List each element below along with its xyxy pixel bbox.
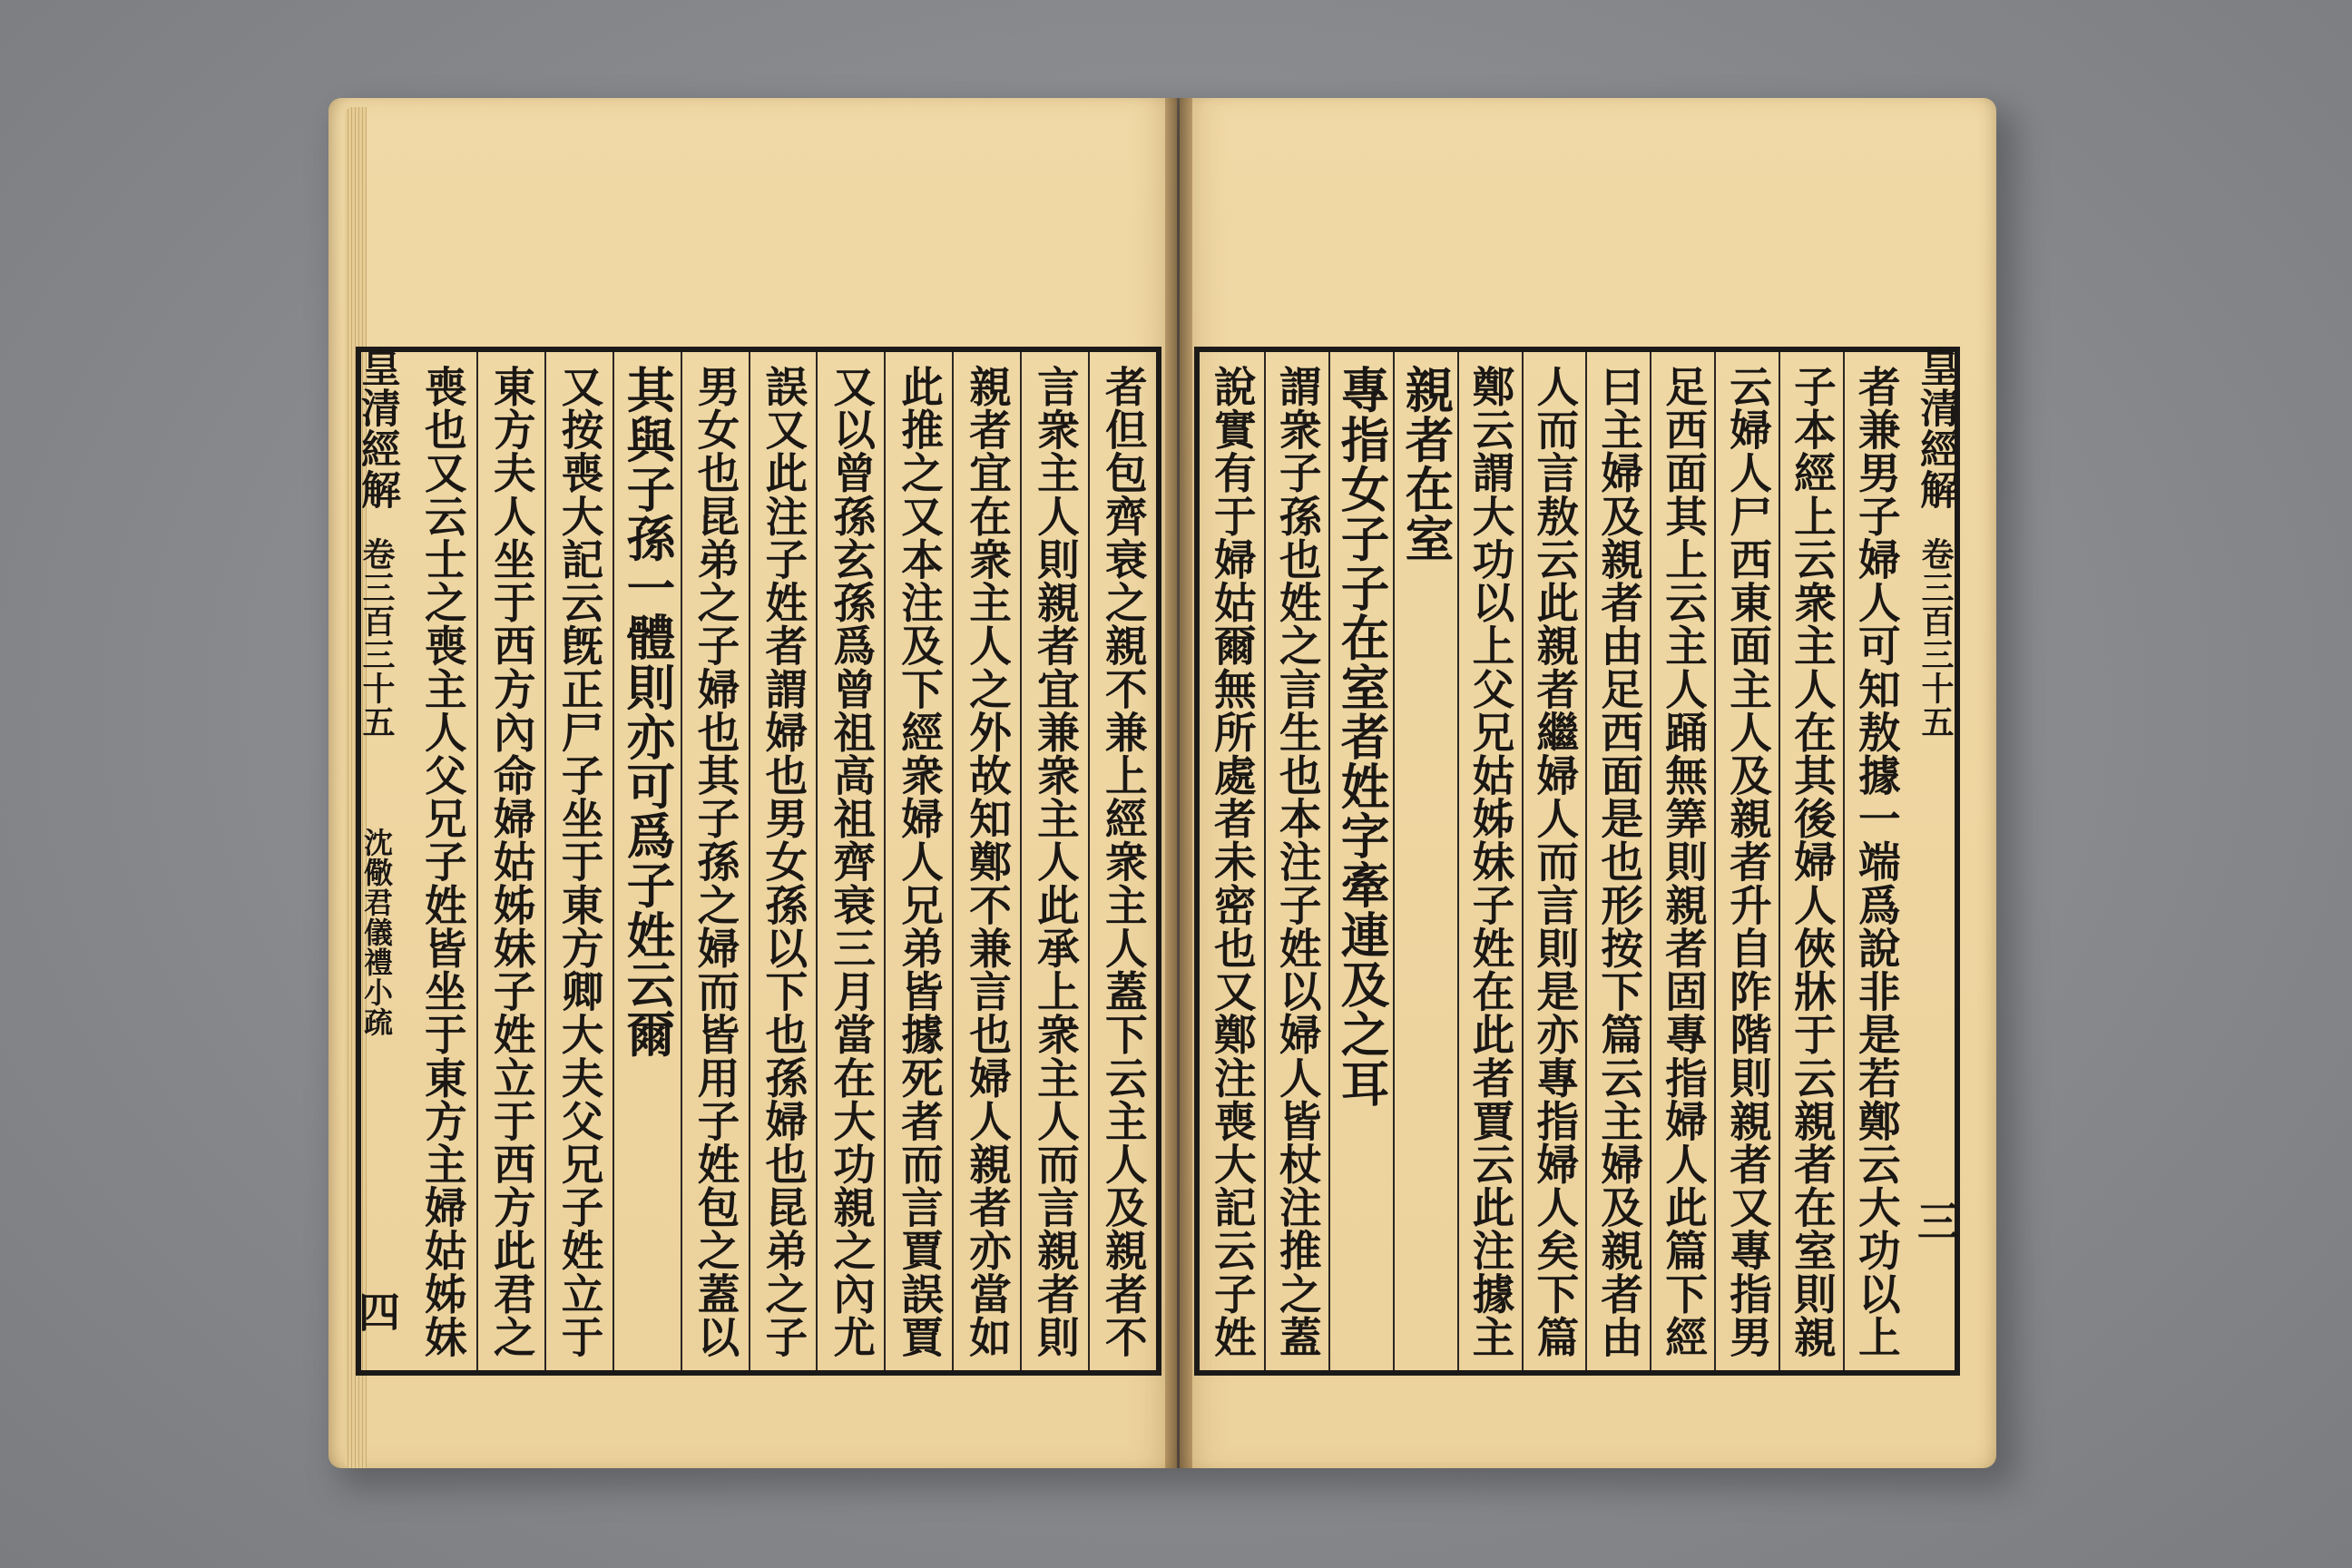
column-text: 子本經上云衆主人在其後婦人俠牀于云親者在室則親 [1787, 365, 1838, 1359]
left-margin-title: 皇清經解 [354, 347, 400, 510]
text-column [681, 352, 749, 1370]
column-text: 者兼男子婦人可知敖據一端爲說非是若鄭云大功以上 [1851, 365, 1902, 1359]
text-column [408, 352, 476, 1370]
right-margin-title: 皇清經解 [1913, 347, 1959, 510]
column-text: 說實有于婦姑爾無所處者未密也又鄭注喪大記云子姓 [1207, 365, 1258, 1359]
column-text: 云婦人尸西東面主人及親者升自阼階則親者又專指男 [1723, 365, 1774, 1359]
text-column [1650, 352, 1714, 1370]
text-column [952, 352, 1020, 1370]
left-margin-subtitle: 沈儆君儀禮小疏 [359, 828, 394, 1037]
text-column [1200, 352, 1264, 1370]
column-text: 言衆主人則親者宜兼衆主人此承上衆主人而言親者則 [1030, 365, 1081, 1359]
left-page-frame [352, 347, 1161, 1376]
column-text: 喪也又云士之喪主人父兄子姓皆坐于東方主婦姑姊妹 [417, 365, 468, 1359]
text-column [1779, 352, 1843, 1370]
text-column [1714, 352, 1779, 1370]
column-text: 人而言敖云此親者繼婦人而言則是亦專指婦人矣下篇 [1530, 365, 1581, 1359]
column-text: 又以曾孫玄孫爲曾祖高祖齊衰三月當在大功親之內尤 [827, 365, 877, 1359]
text-column [816, 352, 884, 1370]
book-gutter [1165, 98, 1192, 1468]
left-margin-volume: 卷三百三十五 [358, 537, 396, 739]
text-column [476, 352, 544, 1370]
column-text: 鄭云謂大功以上父兄姑姊妹子姓在此者賈云此注據主 [1465, 365, 1516, 1359]
text-column [1328, 352, 1393, 1370]
right-margin-volume: 卷三百三十五 [1916, 537, 1955, 739]
text-column [1393, 352, 1457, 1370]
right-margin-column [1911, 347, 1960, 1376]
text-column [544, 352, 612, 1370]
right-page-number: 三 [1911, 1200, 1960, 1241]
column-text: 誤又此注子姓者謂婦也男女孫以下也孫婦也昆弟之子 [759, 365, 809, 1359]
column-text: 親者宜在衆主人之外故知鄭不兼言也婦人親者亦當如 [963, 365, 1014, 1359]
text-column [1020, 352, 1088, 1370]
text-column [1522, 352, 1586, 1370]
text-column [612, 352, 681, 1370]
column-text: 其與子孫一體則亦可爲子姓云爾 [618, 365, 676, 1059]
text-column [884, 352, 952, 1370]
text-column [749, 352, 817, 1370]
left-page-number: 四 [352, 1290, 401, 1332]
left-margin-column [352, 347, 401, 1376]
column-text: 專指女子子在室者姓字牽連及之耳 [1333, 365, 1391, 1108]
column-text: 親者在室 [1396, 365, 1455, 564]
column-text: 又按喪大記云旣正尸子坐于東方卿大夫父兄子姓立于 [554, 365, 605, 1359]
text-column [1585, 352, 1650, 1370]
text-column [1843, 352, 1907, 1370]
column-text: 謂衆子孫也姓之言生也本注子姓以婦人皆杖注推之蓋 [1272, 365, 1323, 1359]
right-page-frame [1194, 347, 1960, 1376]
text-column [1457, 352, 1522, 1370]
column-text: 此推之又本注及下經衆婦人兄弟皆據死者而言賈誤賈 [895, 365, 946, 1359]
text-column [1264, 352, 1328, 1370]
column-text: 男女也昆弟之子婦也其子孫之婦而皆用子姓包之蓋以 [691, 365, 741, 1359]
column-text: 曰主婦及親者由足西面是也形按下篇云主婦及親者由 [1594, 365, 1645, 1359]
column-text: 足西面其上云主人踊無筭則親者固專指婦人此篇下經 [1659, 365, 1710, 1359]
text-column [1088, 352, 1156, 1370]
column-text: 者但包齊衰之親不兼上經衆主人蓋下云主人及親者不 [1098, 365, 1149, 1359]
column-text: 東方夫人坐于西方內命婦姑姊妹子姓立于西方此君之 [486, 365, 537, 1359]
